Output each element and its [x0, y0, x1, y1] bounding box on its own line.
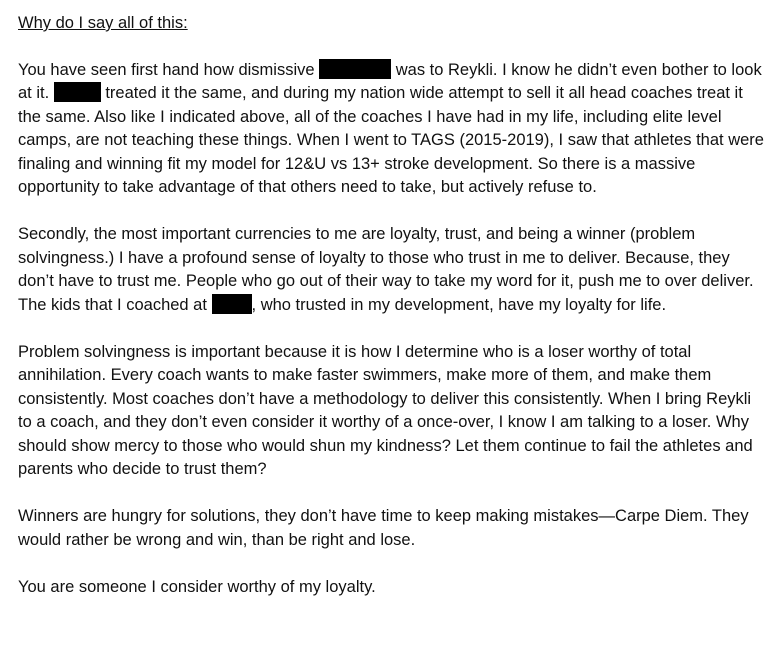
redaction-box: [54, 82, 101, 102]
document-body: [18, 12, 768, 623]
paragraph-5: You are someone I consider worthy of my loyalty.: [18, 577, 376, 596]
paragraph-1-text-b: was to Reykli. I know he didn’t even bother to look at it.: [18, 60, 762, 102]
paragraph-1-text-a: You have seen first hand how dismissive: [18, 60, 320, 79]
paragraph-4: Winners are hungry for solutions, they don’t have time to keep making mistakes—Carpe Diem. They would rather be wrong and win, than be right and lose.: [18, 507, 749, 549]
section-heading: Why do I say all of this:: [18, 14, 188, 32]
redaction-box: [212, 294, 252, 314]
paragraph-1-text-c: treated it the same, and during my nation wide attempt to sell it all head coaches treat it the same. Also like I indicated above, all of the coaches I have had in my life, including elite level camps, are not teaching these things. When I went to TAGS (2015-2019), I saw that athletes that were finaling and winning fit my model for 12&U vs 13+ stroke development. So there is a massive opportunity to take advantage of that others need to take, but actively refuse to.: [18, 84, 764, 196]
redaction-box: [319, 59, 391, 79]
paragraph-3: Problem solvingness is important because it is how I determine who is a loser worthy of total annihilation. Every coach wants to make faster swimmers, make more of them, and make them consistently. Most coaches don’t have a methodology to deliver this consistently. When I bring Reykli to a coach, and they don’t even consider it worthy of a once-over, I know I am talking to a loser. Why should show mercy to those who would shun my kindness? Let them continue to fail the athletes and parents who decide to trust them?: [18, 342, 753, 478]
paragraph-2-text-a: Secondly, the most important currencies to me are loyalty, trust, and being a winner (problem solvingness.) I have a profound sense of loyalty to those who trust in me to deliver. Because, they don’t have to trust me. People who go out of their way to take my word for it, push me to over deliver. The kids that I coached at: [18, 225, 754, 314]
paragraph-2: [18, 223, 768, 317]
paragraph-2-text-b: , who trusted in my development, have my loyalty for life.: [251, 295, 667, 314]
paragraph-1: [18, 59, 768, 200]
